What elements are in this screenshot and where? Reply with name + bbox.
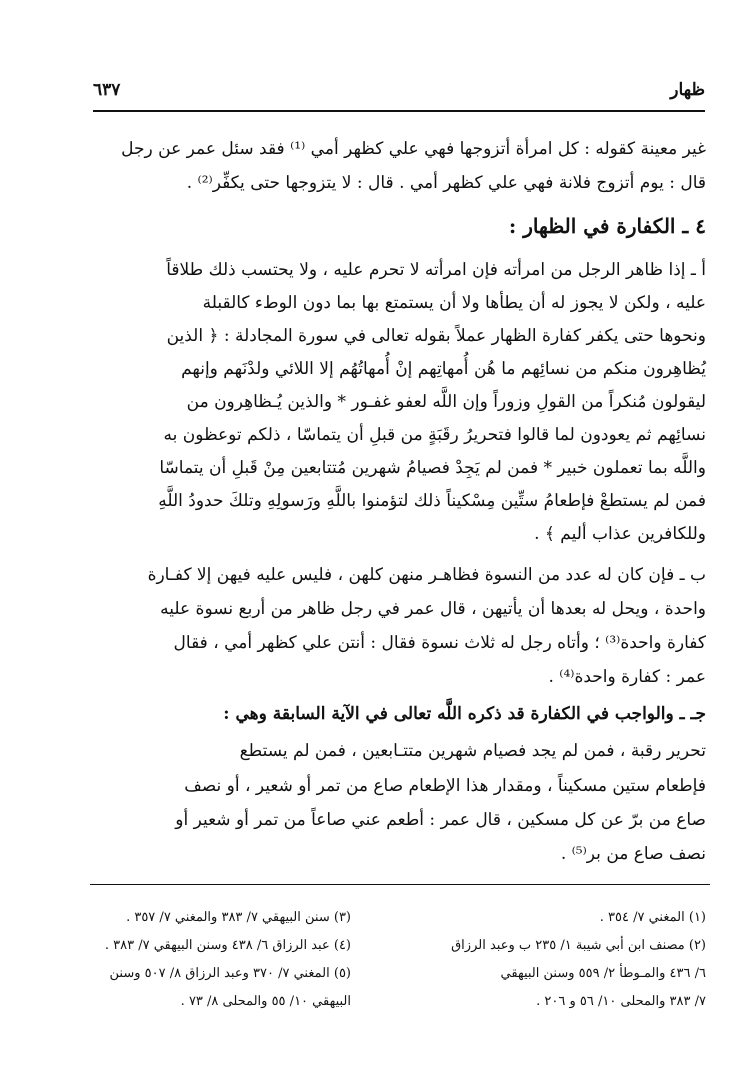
body-line: واحدة ، ويحل له بعدها أن يأتيهن ، قال عمر في رجل ظاهر من أربع نسوة عليه <box>160 599 706 619</box>
footnote: ٦/ ٤٣٦ والمـوطأ ٢/ ٥٥٩ وسنن البيهقي <box>500 966 706 981</box>
footnote: (١) المغني ٧/ ٣٥٤ . <box>599 910 706 925</box>
header-title: ظهار <box>670 80 705 100</box>
section-heading: ٤ ـ الكفارة في الظهار : <box>508 214 706 238</box>
body-line: ونحوها حتى يكفر كفارة الظهار عملاً بقوله تعالى في سورة المجادلة : ﴿ الذين <box>166 326 706 346</box>
body-line: كفارة واحدة⁽³⁾ ؛ وأتاه رجل له ثلاث نسوة فقال : أنتن علي كظهر أمي ، فقال <box>173 633 706 653</box>
footnote-rule <box>90 884 710 885</box>
footnote: (٢) مصنف ابن أبي شيبة ١/ ٢٣٥ ب وعبد الرزاق <box>451 938 706 953</box>
body-line: صاع من برّ عن كل مسكين ، قال عمر : أطعم عني صاعاً من تمر أو شعير أو <box>175 810 706 830</box>
body-line: عمر : كفارة واحدة⁽⁴⁾ . <box>548 667 706 687</box>
footnote: البيهقي ١٠/ ٥٥ والمحلى ٨/ ٧٣ . <box>180 994 351 1009</box>
header-rule <box>93 110 705 112</box>
page-number: ٦٣٧ <box>93 80 121 100</box>
body-line: فمن لم يستطعْ فإطعامُ ستِّين مِسْكيناً ذلك لتؤمنوا باللَّهِ ورَسولِهِ وتلكَ حدودُ اللَّهِ <box>158 491 706 511</box>
body-line: نصف صاع من بر⁽⁵⁾ . <box>560 844 706 864</box>
body-line: عليه ، ولكن لا يجوز له أن يطأها ولا أن يستمتع بها بما دون الوطء كالقبلة <box>202 293 706 313</box>
footnote: (٥) المغني ٧/ ٣٧٠ وعبد الرزاق ٨/ ٥٠٧ وسنن <box>109 966 351 981</box>
body-line: غير معينة كقوله : كل امرأة أتزوجها فهي علي كظهر أمي ⁽¹⁾ فقد سئل عمر عن رجل <box>121 139 706 159</box>
body-line: يُظاهِرون منكم من نسائِهم ما هُن أُمهاتِهم إنْ أُمهاتُهُم إلا اللائي ولدْنَهم وإنهم <box>181 359 706 379</box>
footnote: (٣) سنن البيهقي ٧/ ٣٨٣ والمغني ٧/ ٣٥٧ . <box>126 910 351 925</box>
body-line: قال : يوم أتزوج فلانة فهي علي كظهر أمي . قال : لا يتزوجها حتى يكفِّر⁽²⁾ . <box>186 173 706 193</box>
body-line: أ ـ إذا ظاهر الرجل من امرأته فإن امرأته لا تحرم عليه ، ولا يحتسب ذلك طلاقاً <box>166 260 706 280</box>
footnote: (٤) عبد الرزاق ٦/ ٤٣٨ وسنن البيهقي ٧/ ٣٨٣ . <box>104 938 351 953</box>
body-line: واللَّه بما تعملون خبير * فمن لم يَجِدْ فصيامُ شهرين مُتتابعين مِنْ قَبلِ أن يتماسّا <box>159 458 706 478</box>
running-header <box>93 76 705 108</box>
body-line: ليقولون مُنكراً من القولِ وزوراً وإن اللَّه لعفو غفـور * والذين يُـظاهِرون من <box>186 392 706 412</box>
body-line: جـ ـ والواجب في الكفارة قد ذكره اللَّه تعالى في الآية السابقة وهي : <box>223 704 706 724</box>
body-line: تحرير رقبة ، فمن لم يجد فصيام شهرين متتـابعين ، فمن لم يستطع <box>239 741 706 761</box>
footnote: ٧/ ٣٨٣ والمحلى ١٠/ ٥٦ و ٢٠٦ . <box>536 994 706 1009</box>
body-line: نسائِهم ثم يعودون لما قالوا فتحريرُ رقَبَةٍ من قبلِ أن يتماسّا ، ذلكم توعظون به <box>163 425 706 445</box>
body-line: ب ـ فإن كان له عدد من النسوة فظاهـر منهن كلهن ، فليس عليه فيهن إلا كفـارة <box>147 565 706 585</box>
body-line: فإطعام ستين مسكيناً ، ومقدار هذا الإطعام صاع من تمر أو شعير ، أو نصف <box>184 776 706 796</box>
body-line: وللكافرين عذاب أليم ﴾ . <box>534 524 706 544</box>
